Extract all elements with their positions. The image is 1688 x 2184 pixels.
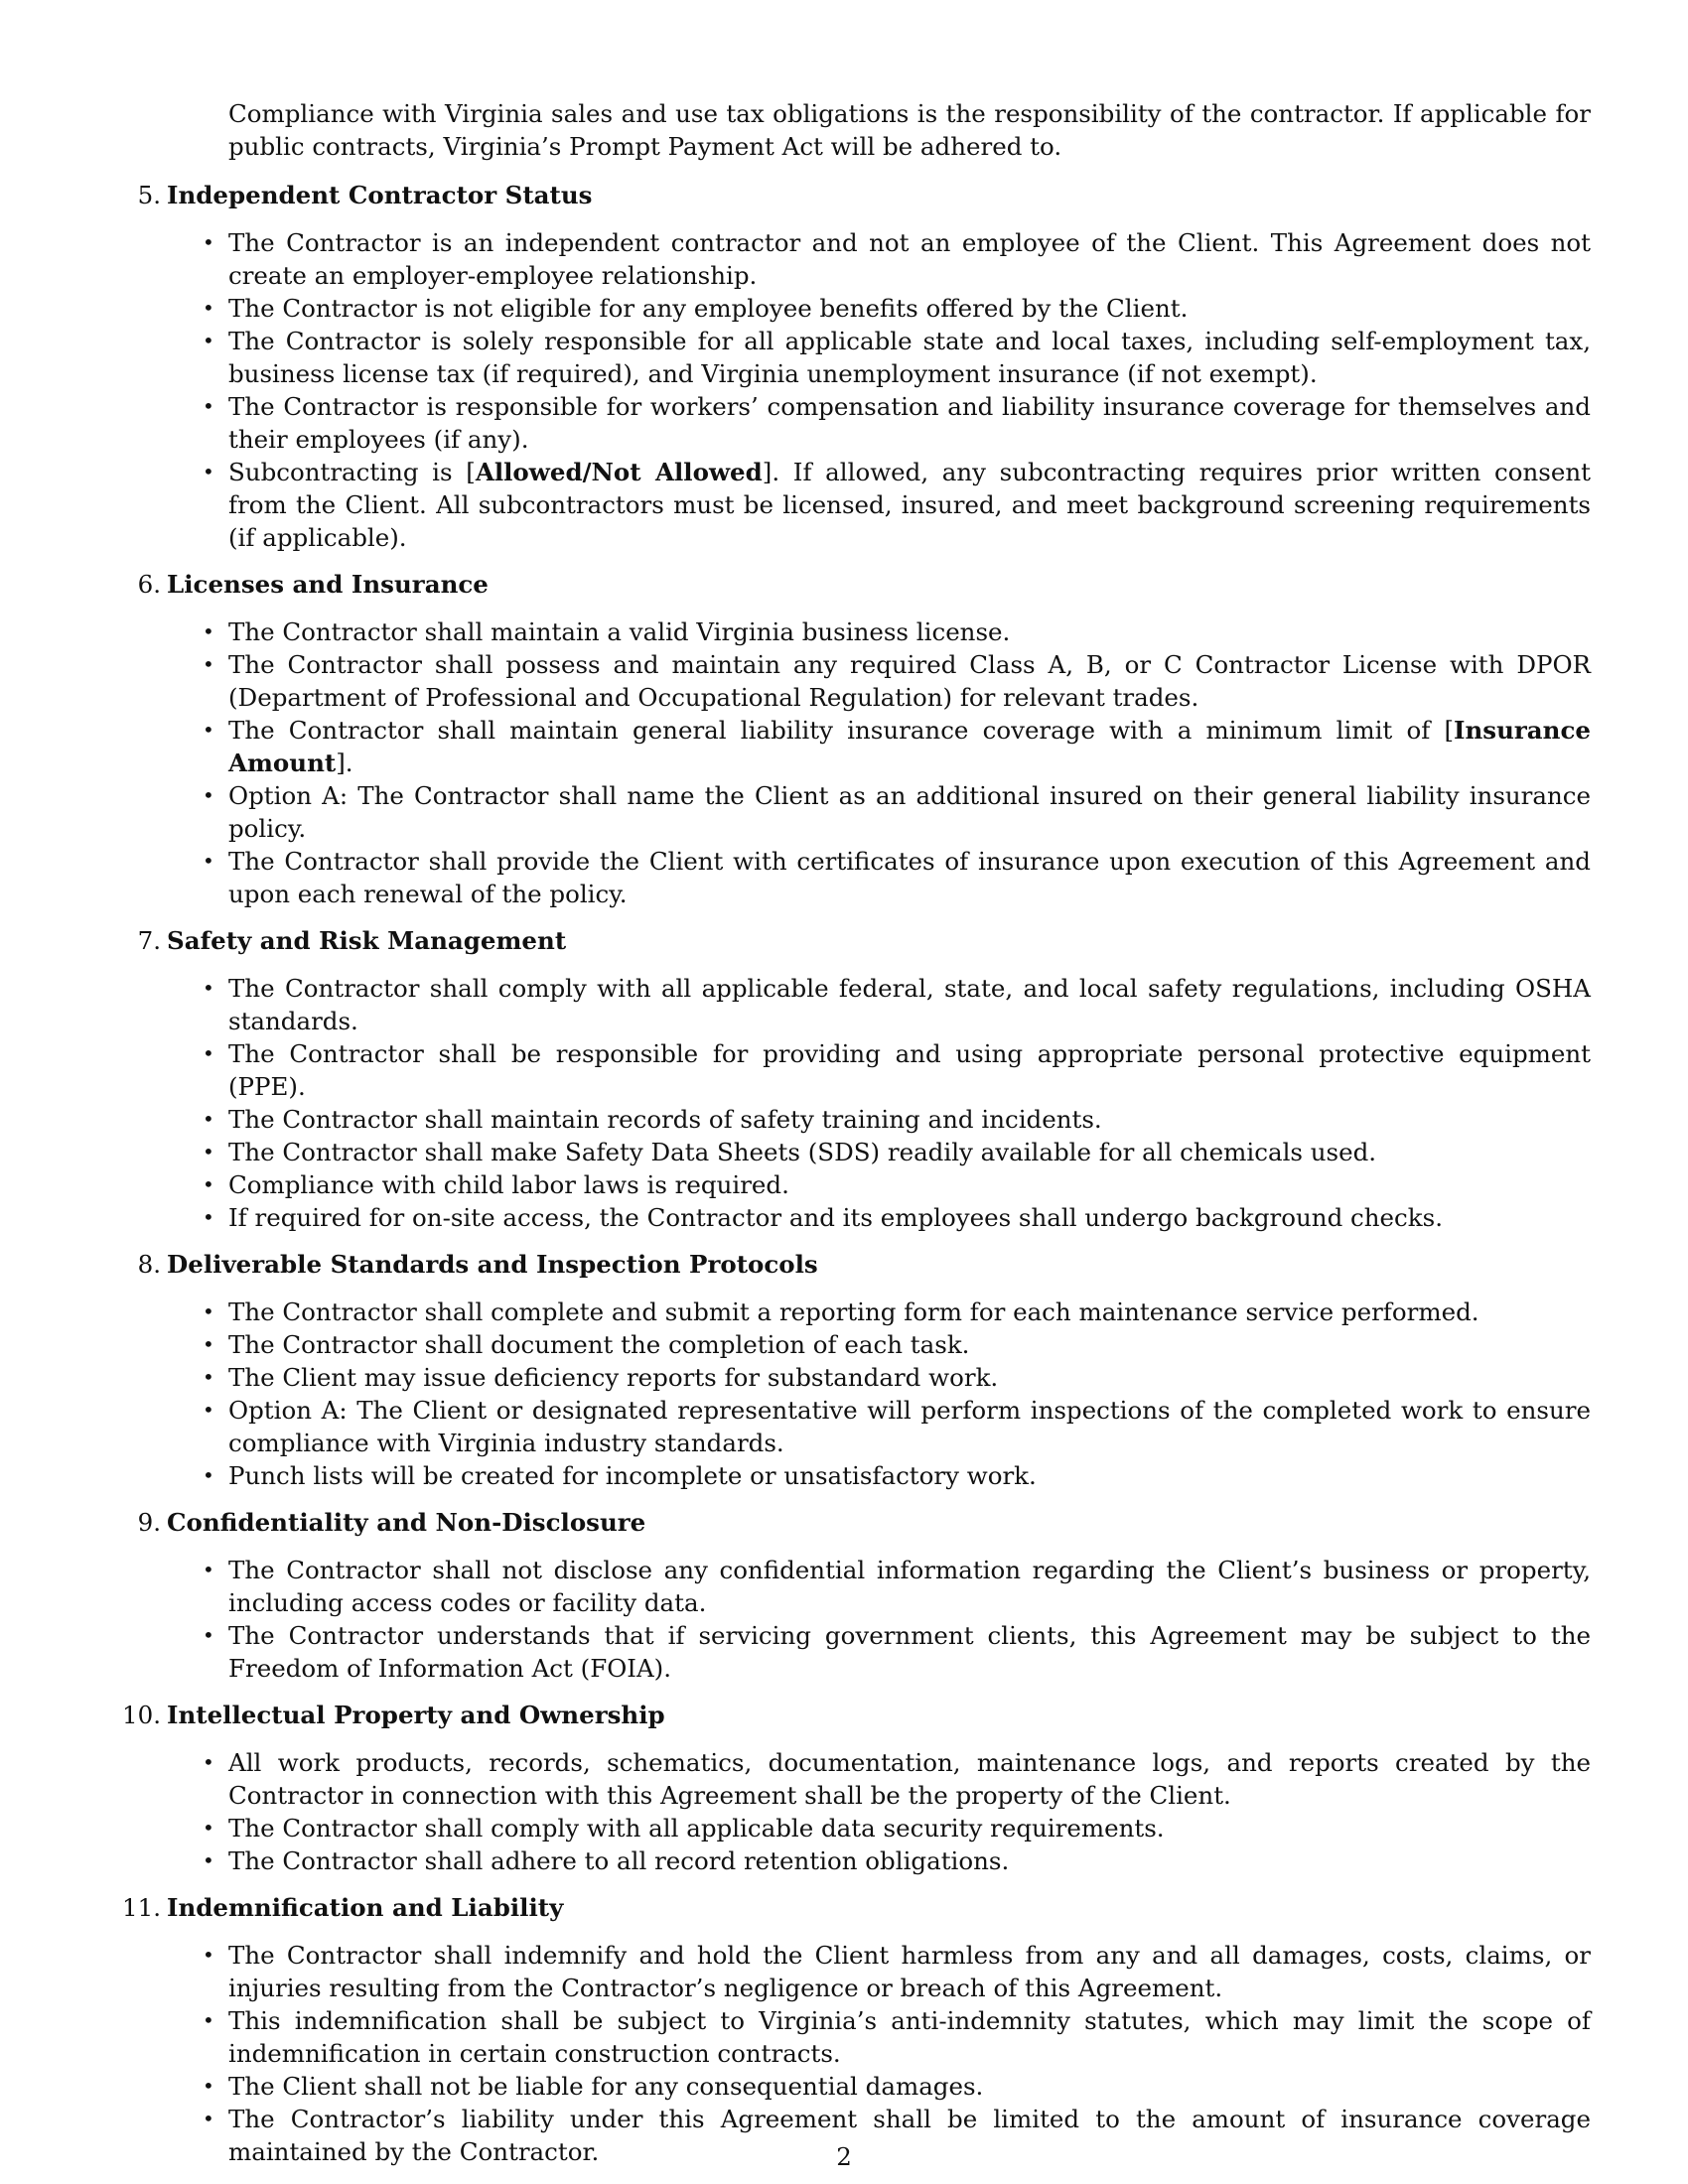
- section-title: Independent Contractor Status: [167, 181, 593, 209]
- sections-list: [122, 179, 1592, 2168]
- list-item: • The Contractor is solely responsible for all applicable state and local taxes, including self-employment tax, business license tax (if required), and Virginia unemployment insurance (if not exempt).: [228, 325, 1591, 390]
- list-item: • Compliance with child labor laws is required.: [228, 1168, 1591, 1201]
- list-item: • The Contractor shall complete and submit a reporting form for each maintenance service performed.: [228, 1296, 1591, 1328]
- list-item: • If required for on-site access, the Contractor and its employees shall undergo background checks.: [228, 1201, 1591, 1234]
- section-title: Licenses and Insurance: [167, 570, 489, 599]
- list-item: • The Contractor shall comply with all applicable data security requirements.: [228, 1812, 1591, 1844]
- list-item: • The Contractor shall not disclose any confidential information regarding the Client’s business or property, including access codes or facility data.: [228, 1554, 1591, 1619]
- list-item: • The Client may issue deficiency reports for substandard work.: [228, 1361, 1591, 1394]
- section-heading: [137, 1506, 1591, 1539]
- section: [137, 924, 1591, 1234]
- placeholder-field: Allowed/Not Allowed: [475, 458, 763, 486]
- list-item: • This indemnification shall be subject to Virginia’s anti-indemnity statutes, which may limit the scope of indemnification in certain construction contracts.: [228, 2004, 1591, 2070]
- bullet-list: [167, 1746, 1591, 1877]
- list-item: • The Contractor shall make Safety Data Sheets (SDS) readily available for all chemicals used.: [228, 1136, 1591, 1168]
- section-number: 8.: [137, 1250, 161, 1279]
- list-item: • The Contractor shall adhere to all record retention obligations.: [228, 1844, 1591, 1877]
- bullet-list: [167, 615, 1591, 910]
- section-title: Intellectual Property and Ownership: [167, 1701, 665, 1729]
- list-item: • The Contractor is not eligible for any employee benefits offered by the Client.: [228, 292, 1591, 325]
- list-item: • The Client shall not be liable for any consequential damages.: [228, 2070, 1591, 2103]
- section-title: Deliverable Standards and Inspection Protocols: [167, 1250, 818, 1279]
- bullet-list: [167, 226, 1591, 554]
- list-item: • Option A: The Contractor shall name the Client as an additional insured on their general liability insurance policy.: [228, 779, 1591, 845]
- section-heading: [137, 568, 1591, 601]
- section: [137, 1506, 1591, 1685]
- section-number: 7.: [137, 926, 161, 955]
- bullet-list: [167, 972, 1591, 1234]
- section-number: 9.: [137, 1508, 161, 1537]
- list-item: • The Contractor is an independent contractor and not an employee of the Client. This Agreement does not create an employer-employee relationship.: [228, 226, 1591, 292]
- list-item: • The Contractor shall indemnify and hold the Client harmless from any and all damages, costs, claims, or injuries resulting from the Contractor’s negligence or breach of this Agreement.: [228, 1939, 1591, 2004]
- section-heading: [137, 179, 1591, 211]
- section: [122, 1891, 1591, 2168]
- section-number: 5.: [137, 181, 161, 209]
- section-title: Safety and Risk Management: [167, 926, 567, 955]
- list-item: • All work products, records, schematics, documentation, maintenance logs, and reports created by the Contractor in connection with this Agreement shall be the property of the Client.: [228, 1746, 1591, 1812]
- page-content: [122, 97, 1592, 2182]
- section-title: Confidentiality and Non-Disclosure: [167, 1508, 646, 1537]
- list-item: • The Contractor shall possess and maintain any required Class A, B, or C Contractor License with DPOR (Department of Professional and Occupational Regulation) for relevant trades.: [228, 648, 1591, 714]
- section-heading: [122, 1891, 1591, 1924]
- bullet-list: [167, 1554, 1591, 1685]
- list-item: • The Contractor shall document the completion of each task.: [228, 1328, 1591, 1361]
- section-number: 10.: [122, 1701, 161, 1729]
- bullet-list: [167, 1296, 1591, 1492]
- list-item: • The Contractor understands that if servicing government clients, this Agreement may be subject to the Freedom of Information Act (FOIA).: [228, 1619, 1591, 1685]
- section-number: 11.: [122, 1893, 161, 1922]
- section: [122, 1699, 1591, 1877]
- section-title: Indemnification and Liability: [167, 1893, 564, 1922]
- section: [137, 568, 1591, 910]
- list-item: • Subcontracting is [Allowed/Not Allowed]. If allowed, any subcontracting requires prior written consent from the Client. All subcontractors must be licensed, insured, and meet background screening requirements (if applicable).: [228, 456, 1591, 554]
- placeholder-field: Insurance Amount: [228, 716, 1591, 777]
- section-heading: [137, 1248, 1591, 1281]
- intro-paragraph: Compliance with Virginia sales and use tax obligations is the responsibility of the contractor. If applicable for public contracts, Virginia’s Prompt Payment Act will be adhered to.: [228, 99, 1591, 161]
- list-item: • The Contractor is responsible for workers’ compensation and liability insurance coverage for themselves and their employees (if any).: [228, 390, 1591, 456]
- page-number: 2: [836, 2142, 852, 2171]
- section: [137, 1248, 1591, 1492]
- list-item: • Option A: The Client or designated representative will perform inspections of the completed work to ensure compliance with Virginia industry standards.: [228, 1394, 1591, 1459]
- bullet-list: [167, 1939, 1591, 2168]
- section-number: 6.: [137, 570, 161, 599]
- list-item: • The Contractor shall maintain a valid Virginia business license.: [228, 615, 1591, 648]
- section-heading: [122, 1699, 1591, 1731]
- list-item: • The Contractor shall comply with all applicable federal, state, and local safety regulations, including OSHA standards.: [228, 972, 1591, 1037]
- list-item: • The Contractor shall provide the Client with certificates of insurance upon execution of this Agreement and upon each renewal of the policy.: [228, 845, 1591, 910]
- section: [137, 179, 1592, 554]
- list-item: • The Contractor shall maintain general liability insurance coverage with a minimum limit of [Insurance Amount].: [228, 714, 1591, 779]
- list-item: • The Contractor shall be responsible for providing and using appropriate personal protective equipment (PPE).: [228, 1037, 1591, 1103]
- section-heading: [137, 924, 1591, 957]
- list-item: • Punch lists will be created for incomplete or unsatisfactory work.: [228, 1459, 1591, 1492]
- list-item: • The Contractor’s liability under this Agreement shall be limited to the amount of insurance coverage maintained by the Contractor.: [228, 2103, 1591, 2168]
- list-item: • The Contractor shall maintain records of safety training and incidents.: [228, 1103, 1591, 1136]
